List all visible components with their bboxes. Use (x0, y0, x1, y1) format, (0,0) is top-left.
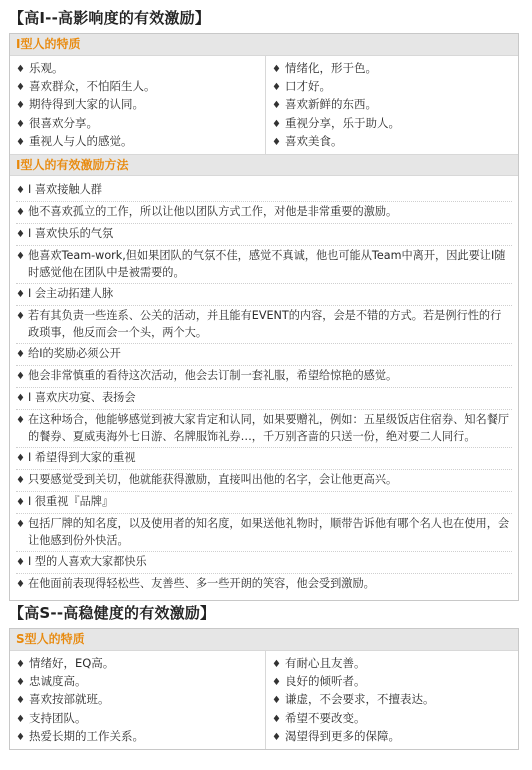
trait-item: ♦ 情绪化，形于色。 (272, 60, 512, 78)
trait-item: ♦ 谦虚，不会要求，不擅表达。 (272, 691, 512, 709)
i-traits-header: I型人的特质 (10, 34, 518, 55)
trait-item: ♦ 希望不要改变。 (272, 710, 512, 728)
trait-item: ♦ 热爱长期的工作关系。 (16, 728, 259, 746)
trait-item: ♦ 良好的倾听者。 (272, 673, 512, 691)
section-s-box (9, 628, 519, 750)
trait-item: ♦ 忠诚度高。 (16, 673, 259, 691)
method-item: ♦ I 喜欢快乐的气氛 (16, 224, 512, 246)
s-traits-left (10, 651, 266, 749)
method-item: ♦ 只要感觉受到关切，他就能获得激励，直接叫出他的名字，会让他更高兴。 (16, 470, 512, 492)
method-item: ♦ 包括厂牌的知名度，以及使用者的知名度，如果送他礼物时，顺带告诉他有哪个名人也在使用，会让他感到份外快活。 (16, 514, 512, 552)
method-item: ♦ 他喜欢Team-work,但如果团队的气氛不佳，感觉不真诚，他也可能从Team中离开，因此要让I随时感觉他在团队中是被需要的。 (16, 246, 512, 284)
trait-item: ♦ 支持团队。 (16, 710, 259, 728)
method-item: ♦ 他会非常慎重的看待这次活动，他会去订制一套礼服，希望给惊艳的感觉。 (16, 366, 512, 388)
section-s-title: 【高S--高稳健度的有效激励】 (9, 604, 216, 622)
method-item: ♦ 给I的奖励必须公开 (16, 344, 512, 366)
section-i-title: 【高I--高影响度的有效激励】 (9, 9, 211, 27)
method-item: ♦ I 喜欢庆功宴、表扬会 (16, 388, 512, 410)
trait-item: ♦ 口才好。 (272, 78, 512, 96)
trait-item: ♦ 喜欢按部就班。 (16, 691, 259, 709)
i-traits-left (10, 56, 266, 154)
method-item: ♦ 他不喜欢孤立的工作，所以让他以团队方式工作，对他是非常重要的激励。 (16, 202, 512, 224)
method-item: ♦ I 喜欢接触人群 (16, 180, 512, 202)
i-traits-right (266, 56, 518, 154)
s-traits-right (266, 651, 518, 749)
method-item: ♦ 若有其负责一些连系、公关的活动，并且能有EVENT的内容，会是不错的方式。若是例行性的行政琐事，他反而会一个头，两个大。 (16, 306, 512, 344)
method-item: ♦ 在这种场合，他能够感觉到被大家肯定和认同，如果要赠礼，例如：五星级饭店住宿券、知名餐厅的餐券、夏威夷海外七日游、名牌服饰礼券…，千万别吝啬的只送一份，绝对要二人同行。 (16, 410, 512, 448)
trait-item: ♦ 喜欢群众，不怕陌生人。 (16, 78, 259, 96)
trait-item: ♦ 重视分享，乐于助人。 (272, 115, 512, 133)
trait-item: ♦ 期待得到大家的认同。 (16, 96, 259, 114)
s-traits-header: S型人的特质 (10, 629, 518, 650)
trait-item: ♦ 喜欢新鲜的东西。 (272, 96, 512, 114)
trait-item: ♦ 渴望得到更多的保障。 (272, 728, 512, 746)
trait-item: ♦ 有耐心且友善。 (272, 655, 512, 673)
method-item: ♦ I 会主动拓建人脉 (16, 284, 512, 306)
i-methods-header: I型人的有效激励方法 (10, 154, 518, 175)
trait-item: ♦ 乐观。 (16, 60, 259, 78)
trait-item: ♦ 喜欢美食。 (272, 133, 512, 151)
i-methods-list (10, 175, 518, 600)
method-item: ♦ 在他面前表现得轻松些、友善些、多一些开朗的笑容，他会受到激励。 (16, 574, 512, 595)
s-traits-grid (10, 650, 518, 749)
method-item: ♦ I 希望得到大家的重视 (16, 448, 512, 470)
trait-item: ♦ 很喜欢分享。 (16, 115, 259, 133)
i-traits-grid (10, 55, 518, 154)
section-i-box (9, 33, 519, 601)
method-item: ♦ I 型的人喜欢大家都快乐 (16, 552, 512, 574)
method-item: ♦ I 很重视『品牌』 (16, 492, 512, 514)
trait-item: ♦ 情绪好，EQ高。 (16, 655, 259, 673)
trait-item: ♦ 重视人与人的感觉。 (16, 133, 259, 151)
